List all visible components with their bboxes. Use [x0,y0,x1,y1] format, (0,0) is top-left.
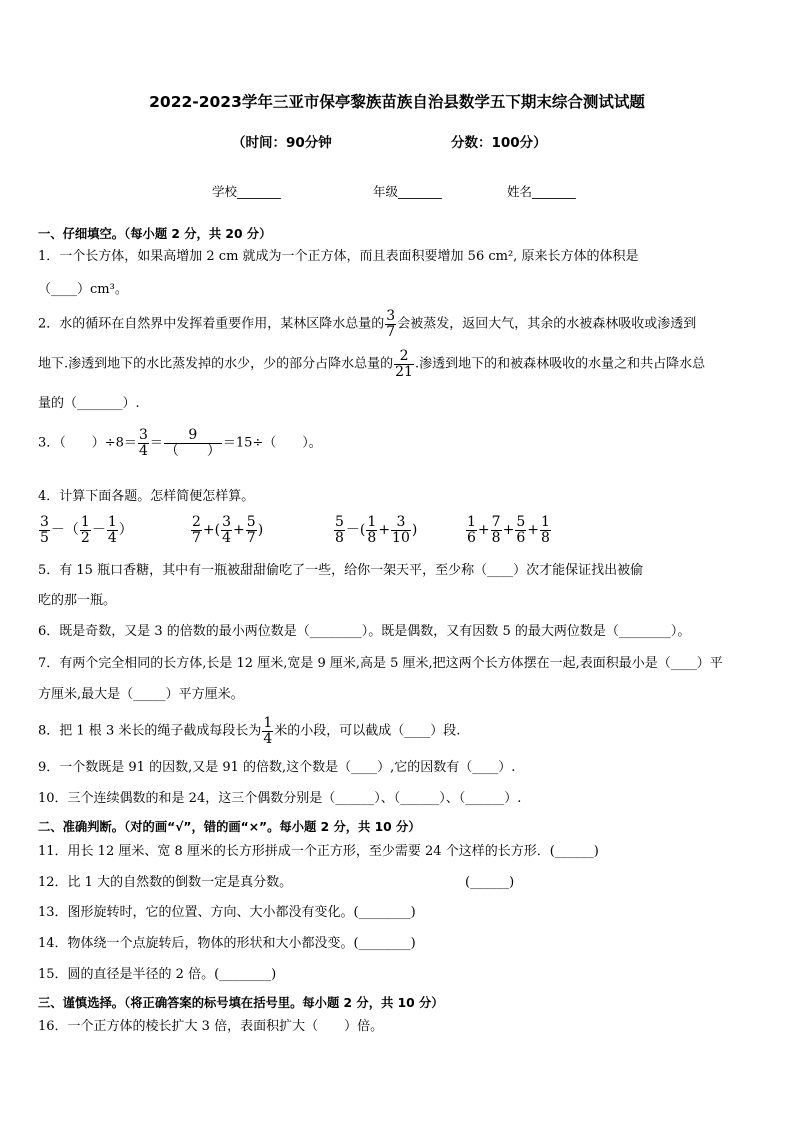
q12-blank: (______) [465,875,515,890]
question-13: 13．图形旋转时，它的位置、方向、大小都没有变化。(________) [38,905,416,920]
fraction-denominator: 7 [386,323,396,340]
name-field: 姓名_______ [507,184,576,199]
fraction-numerator: 3 [386,308,396,324]
fraction-denominator: 4 [222,529,232,546]
section-heading-2: 二、准确判断。（对的画“√”，错的画“×”。每小题 2 分，共 10 分） [38,820,421,834]
fraction-numerator: 1 [540,514,550,530]
q3-text-1: 3．（ ）÷8＝ [38,435,137,451]
fraction [366,515,377,545]
q4-expression-4 [465,515,552,545]
question-9: 9．一个数既是 91 的因数,又是 91 的倍数,这个数是（____）,它的因数有（____）. [38,760,516,775]
fraction-numerator: 3 [391,515,411,531]
page-title: 2022-2023学年三亚市保亭黎族苗族自治县数学五下期末综合测试试题 [149,93,645,111]
operator: －（ [50,522,79,539]
fraction-numerator: 5 [246,514,256,530]
exam-score: 分数：100分） [451,135,547,151]
question-2-line-2 [38,349,705,379]
q12-text: 12．比 1 大的自然数的倒数一定是真分数。 [38,875,293,890]
question-12 [38,875,515,890]
fraction-denominator: 8 [335,529,344,546]
q2-text-1: 2．水的循环在自然界中发挥着重要作用，某林区降水总量的 [38,316,385,332]
fraction-denominator: 21 [395,363,413,380]
fraction [39,515,50,545]
fraction-denominator: 7 [192,529,201,546]
q2-text-3: 地下.渗透到地下的水比蒸发掉的水少，少的部分占降水总量的 [38,356,394,372]
question-4-title: 4．计算下面各题。怎样简便怎样算。 [38,489,255,504]
fraction [191,515,202,545]
operator: + [502,522,515,539]
fraction-denominator: 8 [491,529,501,546]
operator: + [378,522,391,539]
q3-equals: ＝ [149,435,163,451]
q4-expression-3 [333,515,417,545]
fraction-numerator: 1 [263,715,273,731]
fraction [540,515,551,545]
fraction [491,515,502,545]
q4-expression-2 [190,515,263,545]
question-1-line-2: （____）cm³。 [38,282,128,297]
operator: －( [345,522,366,539]
fraction [391,515,411,545]
fraction-denominator: 8 [540,529,550,546]
operator: ) [257,522,264,539]
grade-field: 年级_______ [373,184,442,199]
operator: + [527,522,539,539]
q2-text-4: .渗透到地下的和被森林吸收的水量之和共占降水总 [414,356,706,372]
question-6: 6．既是奇数，又是 3 的倍数的最小两位数是（________）。既是偶数，又有因数 5 的最大两位数是（________）。 [38,624,691,639]
operator: ) [411,522,418,539]
q4-expression-1 [38,515,133,545]
fraction-numerator: 2 [394,349,414,365]
fraction [80,515,91,545]
question-7-line-1: 7．有两个完全相同的长方体,长是 12 厘米,宽是 9 厘米,高是 5 厘米,把这两个长方体摆在一起,表面积最小是（____）平 [38,656,723,671]
fraction-denominator: 2 [80,529,90,546]
fraction [107,515,118,545]
question-14: 14．物体绕一个点旋转后，物体的形状和大小都没变。(________) [38,936,416,951]
fraction-denominator: 7 [246,529,256,546]
fraction-denominator: 5 [40,529,49,546]
fraction-numerator: 1 [107,514,117,530]
school-field: 学校_______ [212,184,281,199]
question-7-line-2: 方厘米,最大是（_____）平方厘米。 [38,687,244,702]
fraction-numerator: 1 [80,514,90,530]
fraction-numerator: 3 [40,514,49,530]
fraction [466,515,477,545]
q8-text-1: 8．把 1 根 3 米长的绳子截成每段长为 [38,723,262,739]
q2-text-2: 会被蒸发，返回大气，其余的水被森林吸收或渗透到 [397,316,697,332]
fraction-numerator: 7 [491,514,501,530]
question-16: 16．一个正方体的棱长扩大 3 倍，表面积扩大（ ）倍。 [38,1019,384,1034]
section-heading-1: 一、仔细填空。（每小题 2 分，共 20 分） [38,227,272,241]
fraction [515,515,526,545]
fraction-denominator: 6 [516,529,526,546]
exam-time: （时间：90分钟 [232,135,332,151]
q3-fraction-1 [138,428,149,458]
fraction-denominator: 8 [367,529,377,546]
q2-fraction-1 [385,309,396,339]
question-5-line-1: 5．有 15 瓶口香糖，其中有一瓶被甜甜偷吃了一些，给你一架天平，至少称（____）次才能保证找出被偷 [38,563,644,578]
question-3 [38,428,322,458]
operator: ） [118,522,133,539]
operator: + [233,522,245,539]
fraction-numerator: 5 [516,514,526,530]
fraction-numerator: 5 [335,514,344,530]
fraction-numerator: 2 [192,514,201,530]
fraction-numerator: 1 [367,514,377,530]
question-15: 15．圆的直径是半径的 2 倍。(________) [38,967,277,982]
fraction-denominator: 4 [138,442,148,459]
fraction-numerator: 3 [222,514,232,530]
fraction-denominator: 4 [263,730,273,747]
question-1-line-1: 1．一个长方体，如果高增加 2 cm 就成为一个正方体，而且表面积要增加 56 cm², 原来长方体的体积是 [38,249,639,264]
question-10: 10．三个连续偶数的和是 24，这三个偶数分别是（______）、（______）、（______）. [38,791,522,806]
fraction [221,515,232,545]
fraction-denominator: （ ） [164,442,221,459]
fraction [246,515,257,545]
question-11: 11．用长 12 厘米、宽 8 厘米的长方形拼成一个正方形，至少需要 24 个这样的长方形．(______) [38,844,599,859]
fraction-numerator: 1 [467,514,476,530]
operator: － [91,522,106,539]
fraction-numerator: 9 [164,428,222,444]
fraction-numerator: 3 [138,427,148,443]
fraction-denominator: 10 [392,529,410,546]
q8-text-2: 米的小段，可以截成（____）段. [274,723,461,739]
fraction-denominator: 6 [467,529,476,546]
section-heading-3: 三、谨慎选择。（将正确答案的标号填在括号里。每小题 2 分，共 10 分） [38,996,444,1010]
fraction-denominator: 4 [107,529,117,546]
q2-fraction-2 [394,349,414,379]
question-2-line-1 [38,309,696,339]
operator: +( [202,522,221,539]
operator: + [477,522,490,539]
q8-fraction [262,716,273,746]
question-5-line-2: 吃的那一瓶。 [38,593,117,608]
q3-fraction-2 [164,428,222,458]
fraction [334,515,345,545]
question-8 [38,716,460,746]
q3-text-2: ＝15÷（ ）。 [222,435,322,451]
question-2-line-3: 量的（_______）. [38,396,140,411]
